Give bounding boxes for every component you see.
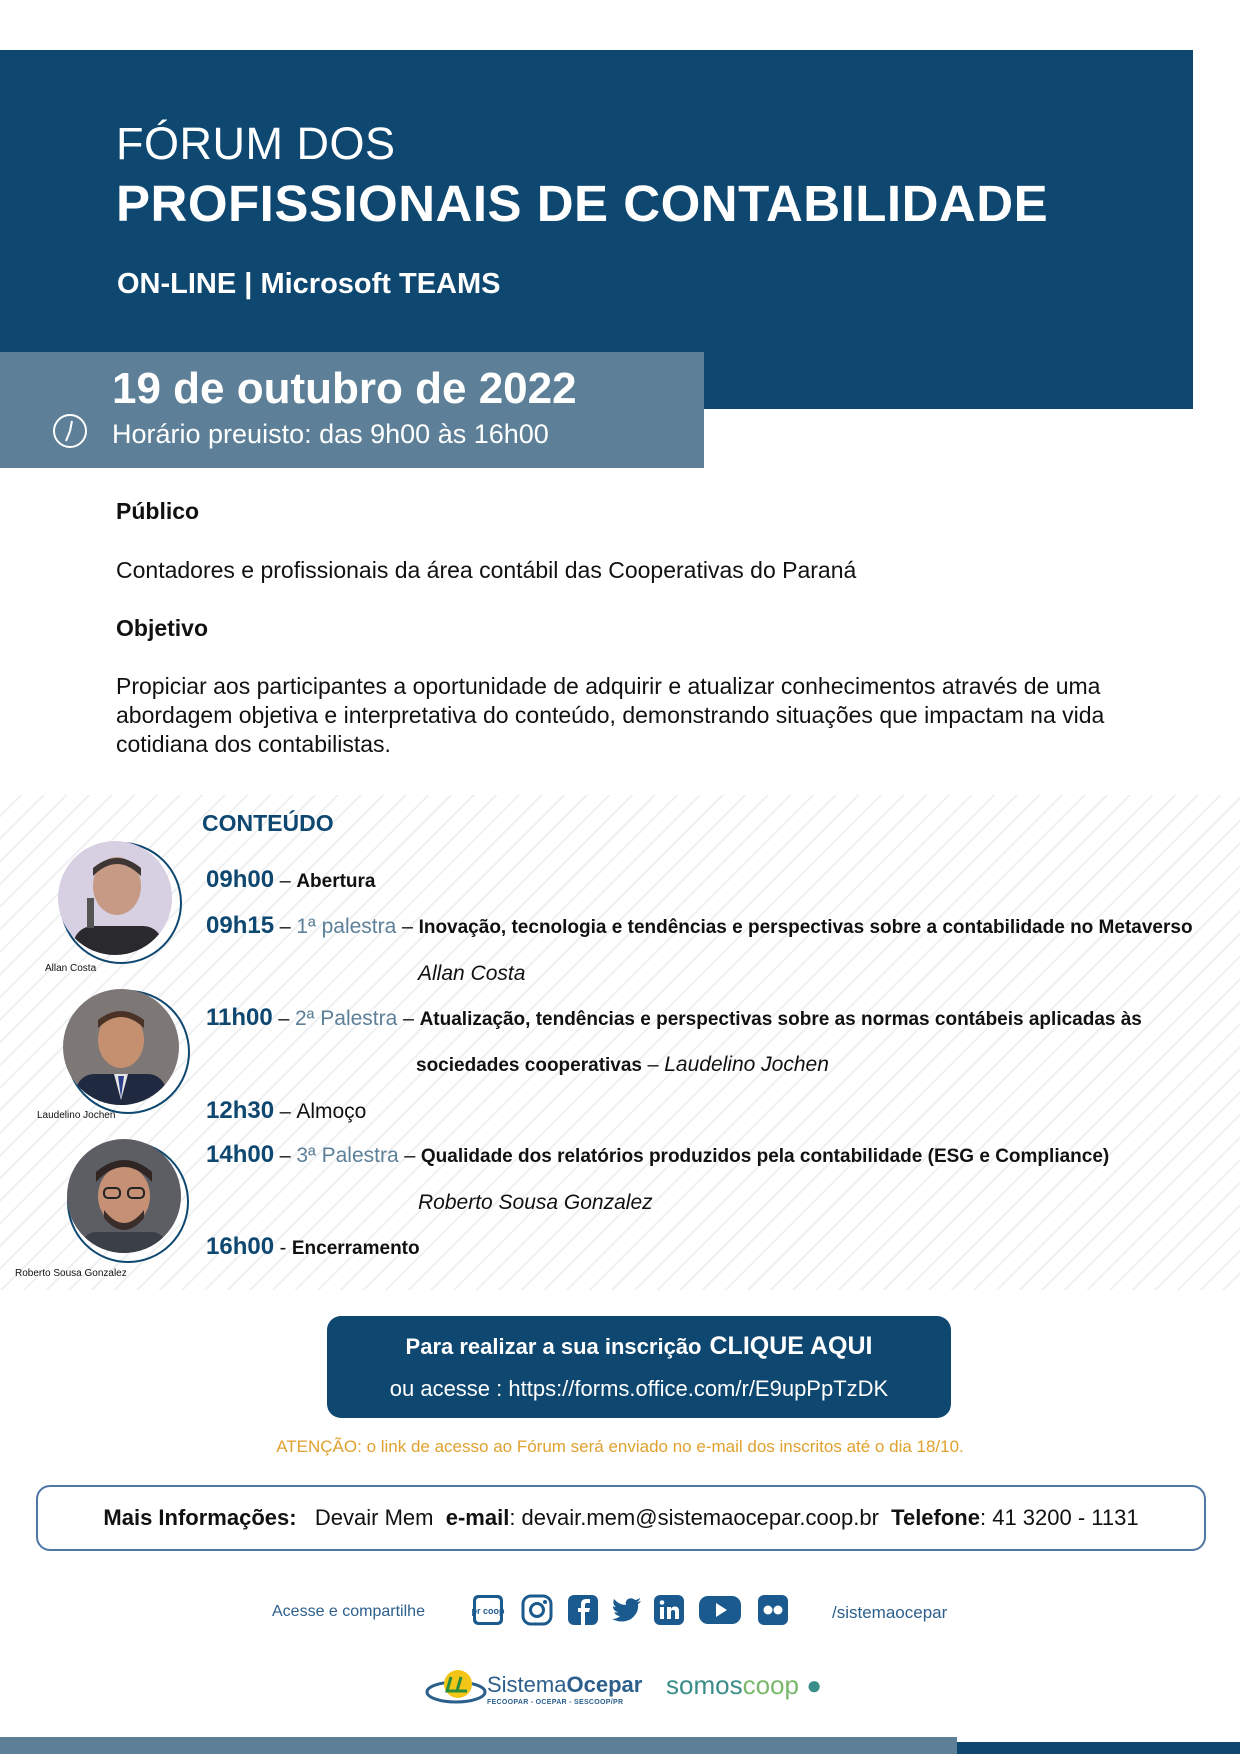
prcoop-icon-text: pr coop [471,1606,505,1616]
info-label: Mais Informações: [103,1505,297,1530]
agenda-separator: – [274,870,297,892]
agenda-row [206,1004,1142,1032]
objetivo-text: Propiciar aos participantes a oportunidade de adquirir e atualizar conhecimentos através de uma abordagem objetiva e interpretativa do conteúdo, demonstrando situações que impactam na vida cotidiana dos contabilistas. [116,673,1105,757]
publico-text: Contadores e profissionais da área contábil das Cooperativas do Paraná [116,557,857,583]
flickr-icon[interactable] [756,1593,790,1627]
youtube-icon[interactable] [698,1593,742,1627]
agenda-dash: – [642,1054,665,1076]
avatar-caption: Laudelino Jochen [37,1110,116,1121]
agenda-row [206,866,376,894]
clock-icon [52,413,88,449]
footer-bar-accent [957,1742,1240,1754]
phone-label: Telefone [891,1505,980,1530]
agenda-row [206,1233,420,1261]
speaker-name: Allan Costa [418,962,526,985]
registration-label: Para realizar a sua inscrição [405,1334,702,1359]
registration-text [327,1332,951,1361]
agenda-hour: 09h00 [206,866,275,893]
title-light: FÓRUM DOS [116,118,396,169]
agenda-hour: 12h30 [206,1097,275,1124]
agenda-hour: 09h15 [206,912,275,939]
share-text: Acesse e compartilhe [272,1603,425,1620]
somoscoop-logo-coop: coop [742,1670,799,1700]
sistema-ocepar-logo-text [487,1672,642,1698]
agenda-separator: – [272,1008,295,1030]
agenda-separator: – [274,1145,297,1167]
agenda-title: Encerramento [291,1238,420,1259]
sistema-ocepar-logo-sub: FECOOPAR - OCEPAR - SESCOOP/PR [487,1699,624,1706]
title-bold: PROFISSIONAIS DE CONTABILIDADE [116,175,1049,232]
twitter-icon[interactable] [610,1593,644,1627]
warning-text: ATENÇÃO: o link de acesso ao Fórum será enviado no e-mail dos inscritos até o dia 18/10. [276,1437,964,1456]
agenda-label: 1ª palestra [296,915,397,938]
agenda-label: 3ª Palestra [296,1144,399,1167]
conteudo-heading: CONTEÚDO [202,810,334,836]
sistema-ocepar-logo-icon [425,1666,487,1710]
agenda-title: Abertura [296,871,376,892]
clique-aqui-link[interactable]: CLIQUE AQUI [709,1332,873,1360]
speaker-name: Laudelino Jochen [664,1053,829,1076]
agenda-separator: – [274,916,297,938]
phone-number: : 41 3200 - 1131 [979,1505,1139,1530]
sistema-ocepar-logo-prefix: Sistema [487,1672,567,1697]
agenda-hour: 16h00 [206,1233,275,1260]
agenda-row [206,1097,366,1125]
avatar-allan-costa [57,840,173,956]
agenda-title: Almoço [296,1100,367,1123]
somoscoop-logo [666,1670,822,1701]
agenda-row [206,1141,1109,1169]
agenda-dash: – [396,916,419,938]
agenda-separator: - [274,1237,292,1259]
avatar-caption: Allan Costa [45,963,97,974]
agenda-row [206,912,1193,940]
agenda-title: Atualização, tendências e perspectivas sobre as normas contábeis aplicadas às [419,1009,1142,1030]
agenda-dash: – [397,1008,420,1030]
sistema-ocepar-logo-name: Ocepar [566,1672,643,1697]
event-format: ON-LINE | Microsoft TEAMS [117,268,501,300]
avatar-laudelino-jochen [62,988,180,1106]
agenda-title: Qualidade dos relatórios produzidos pela contabilidade (ESG e Compliance) [420,1146,1110,1167]
instagram-icon[interactable] [520,1593,554,1627]
event-time: Horário preuisto: das 9h00 às 16h00 [112,419,549,449]
agenda-hour: 14h00 [206,1141,275,1168]
prcoop-icon[interactable] [471,1593,505,1627]
agenda-row-continued [416,1053,829,1077]
registration-url[interactable]: ou acesse : https://forms.office.com/r/E9upPpTzDK [389,1376,889,1401]
registration-button[interactable] [327,1316,951,1418]
somoscoop-logo-prefix: somos [666,1670,743,1700]
email-label: e-mail [445,1505,510,1530]
footer-bar [0,1737,957,1754]
agenda-title: Inovação, tecnologia e tendências e perspectivas sobre a contabilidade no Metaverso [418,917,1193,938]
email-address[interactable]: : devair.mem@sistemaocepar.coop.br [509,1505,879,1530]
agenda-title-continued: sociedades cooperativas [416,1055,642,1076]
social-handle[interactable]: /sistemaocepar [832,1603,948,1622]
linkedin-icon[interactable] [652,1593,686,1627]
avatar-caption: Roberto Sousa Gonzalez [15,1268,127,1279]
agenda-label: 2ª Palestra [294,1007,398,1030]
somoscoop-logo-mark: ● [798,1670,822,1700]
event-date: 19 de outubro de 2022 [112,364,577,413]
objetivo-heading: Objetivo [116,615,209,641]
contact-name: Devair Mem [314,1505,434,1530]
contact-info-box [36,1485,1206,1551]
agenda-dash: – [398,1145,421,1167]
avatar-roberto-sousa-gonzalez [66,1138,182,1254]
facebook-icon[interactable] [566,1593,600,1627]
agenda-hour: 11h00 [206,1004,273,1031]
speaker-name: Roberto Sousa Gonzalez [418,1191,653,1214]
publico-heading: Público [116,498,200,524]
agenda-separator: – [274,1101,297,1123]
